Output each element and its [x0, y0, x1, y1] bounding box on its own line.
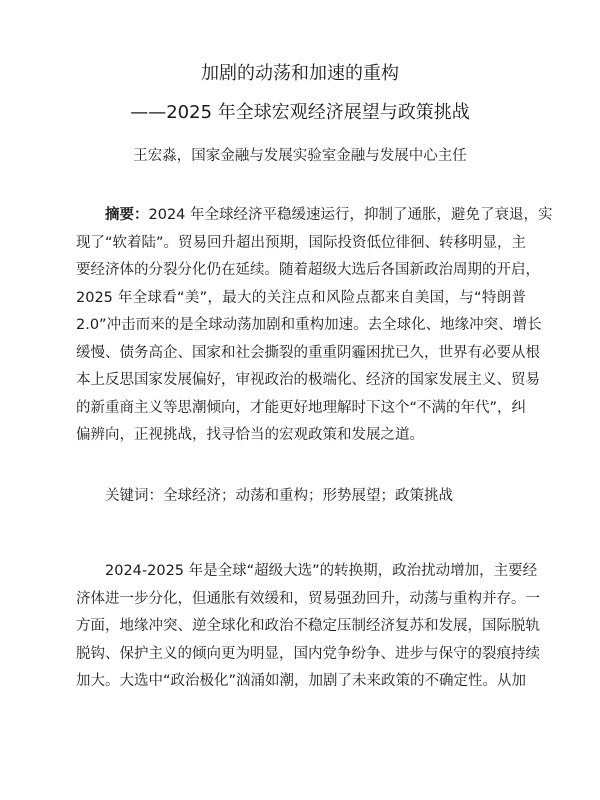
abstract-line: 缓慢、债务高企、国家和社会撕裂的重重阴霾困扰已久，世界有必要从根	[76, 344, 540, 361]
abstract-line: 要经济体的分裂分化仍在延续。随着超级大选后各国新政治周期的开启，	[76, 262, 540, 278]
body-line: 济体进一步分化，但通胀有效缓和，贸易强劲回升，动荡与重构并存。一	[76, 590, 540, 607]
article-title: 加剧的动荡和加速的重构	[201, 63, 399, 84]
article-subtitle: ——2025 年全球宏观经济展望与政策挑战	[130, 102, 470, 123]
body-line: 加大。大选中“政治极化”汹涌如潮，加剧了未来政策的不确定性。从加	[76, 673, 527, 689]
abstract-line: 2025 年全球看“美”，最大的关注点和风险点都来自美国，与“特朗普	[76, 289, 526, 306]
body-line: 脱钩、保护主义的倾向更为明显，国内党争纷争、进步与保守的裂痕持续	[76, 645, 540, 662]
body-paragraph	[76, 558, 540, 696]
abstract-line: 的新重商主义等思潮倾向，才能更好地理解时下这个“不满的年代”，纠	[76, 399, 527, 416]
abstract-label: 摘要：	[105, 207, 149, 223]
keywords-line: 关键词：全球经济；动荡和重构；形势展望；政策挑战	[105, 488, 453, 504]
abstract-paragraph	[76, 202, 553, 450]
author-line: 王宏淼，国家金融与发展实验室金融与发展中心主任	[133, 148, 467, 164]
body-line: 2024-2025 年是全球“超级大选”的转换期，政治扰动增加，主要经	[105, 563, 538, 579]
abstract-line: 2.0”冲击而来的是全球动荡加剧和重构加速。去全球化、地缘冲突、增长	[76, 317, 542, 333]
abstract-line: 现了“软着陆”。贸易回升超出预期，国际投资低位徘徊、转移明显，主	[76, 234, 527, 251]
abstract-line: 偏辨向，正视挑战，找寻恰当的宏观政策和发展之道。	[76, 427, 424, 443]
abstract-line: 本上反思国家发展偏好，审视政治的极端化、经济的国家发展主义、贸易	[76, 372, 540, 388]
abstract-line: 摘要：2024 年全球经济平稳缓速运行，抑制了通胀，避免了衰退，实	[105, 207, 553, 223]
body-line: 方面，地缘冲突、逆全球化和政治不稳定压制经济复苏和发展，国际脱轨	[76, 618, 540, 634]
